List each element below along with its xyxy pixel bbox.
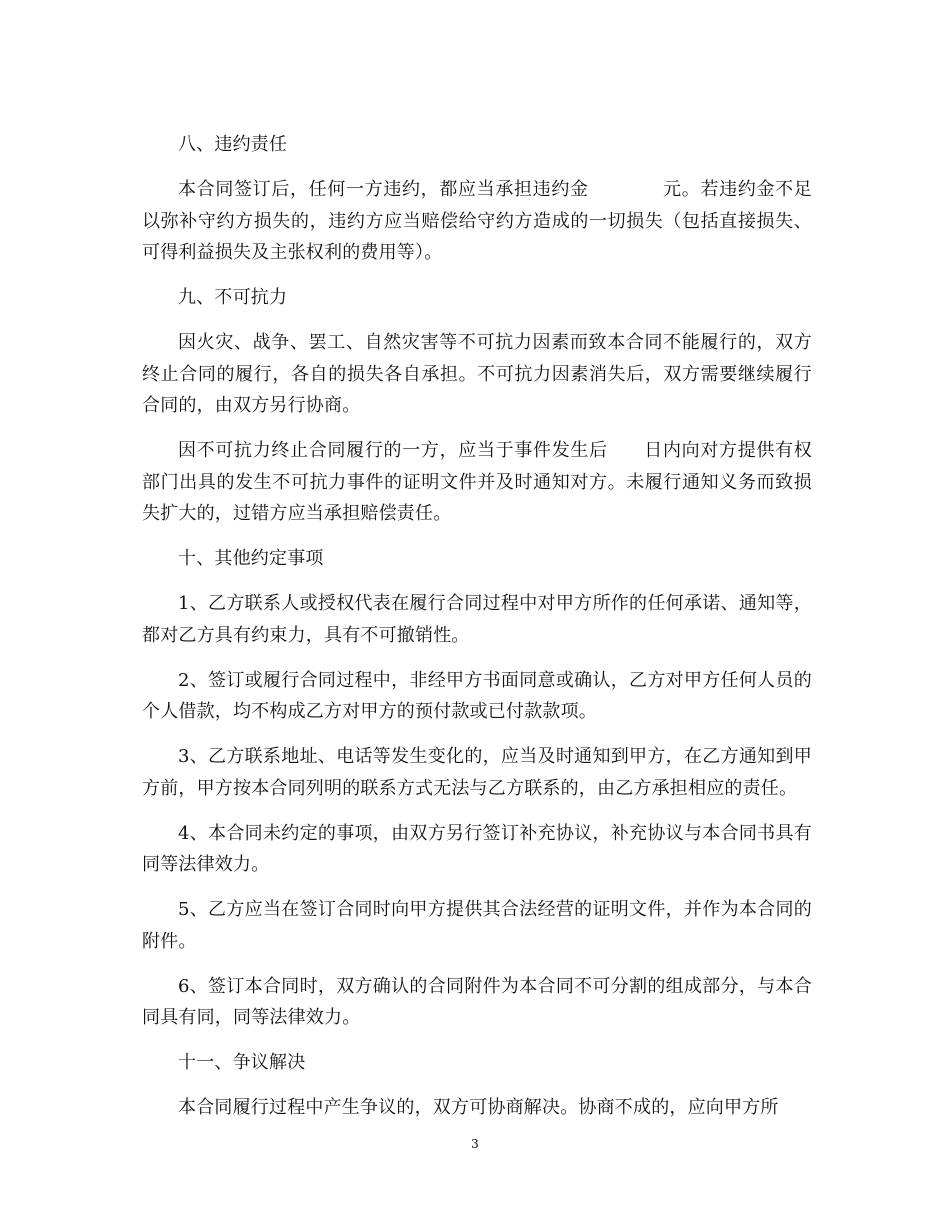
page-number: 3 xyxy=(471,1137,479,1151)
clause-6: 6、签订本合同时，双方确认的合同附件为本合同不可分割的组成部分，与本合同具有同，同等法律效力。 xyxy=(142,975,812,1028)
clause-3: 3、乙方联系地址、电话等发生变化的，应当及时通知到甲方，在乙方通知到甲方前，甲方按本合同列明的联系方式无法与乙方联系的，由乙方承担相应的责任。 xyxy=(142,746,812,799)
section-heading-dispute: 十一、争议解决 xyxy=(178,1052,306,1073)
clause-5: 5、乙方应当在签订合同时向甲方提供其合法经营的证明文件，并作为本合同的附件。 xyxy=(142,899,812,952)
paragraph-force-majeure-1: 因火灾、战争、罢工、自然灾害等不可抗力因素而致本合同不能履行的，双方终止合同的履行，各自的损失各自承担。不可抗力因素消失后，双方需要继续履行合同的，由双方另行协商。 xyxy=(142,332,812,416)
text-segment: 元。若违约金不足以弥补守约方损失的，违约方应当赔偿给守约方造成的一切损失（包括直接损失、可得利益损失及主张权利的费用等）。 xyxy=(142,179,812,263)
paragraph-dispute: 本合同履行过程中产生争议的，双方可协商解决。协商不成的，应向甲方所 xyxy=(178,1097,779,1118)
paragraph-breach-penalty xyxy=(142,174,812,269)
section-heading-other-terms: 十、其他约定事项 xyxy=(178,548,324,569)
section-heading-force-majeure: 九、不可抗力 xyxy=(178,287,288,308)
section-heading-breach: 八、违约责任 xyxy=(178,134,288,155)
text-segment: 本合同签订后，任何一方违约，都应当承担违约金 xyxy=(178,179,589,200)
clause-2: 2、签订或履行合同过程中，非经甲方书面同意或确认，乙方对甲方任何人员的个人借款，均不构成乙方对甲方的预付款或已付款款项。 xyxy=(142,669,812,722)
clause-1: 1、乙方联系人或授权代表在履行合同过程中对甲方所作的任何承诺、通知等，都对乙方具有约束力，具有不可撤销性。 xyxy=(142,593,812,646)
paragraph-force-majeure-2 xyxy=(142,435,812,530)
text-segment: 因不可抗力终止合同履行的一方，应当于事件发生后 xyxy=(178,440,608,461)
text-segment: 日内向对方提供有权部门出具的发生不可抗力事件的证明文件并及时通知对方。未履行通知义务而致损失扩大的，过错方应当承担赔偿责任。 xyxy=(142,440,812,524)
document-body xyxy=(142,129,812,1137)
clause-4: 4、本合同未约定的事项，由双方另行签订补充协议，补充协议与本合同书具有同等法律效力。 xyxy=(142,822,812,875)
